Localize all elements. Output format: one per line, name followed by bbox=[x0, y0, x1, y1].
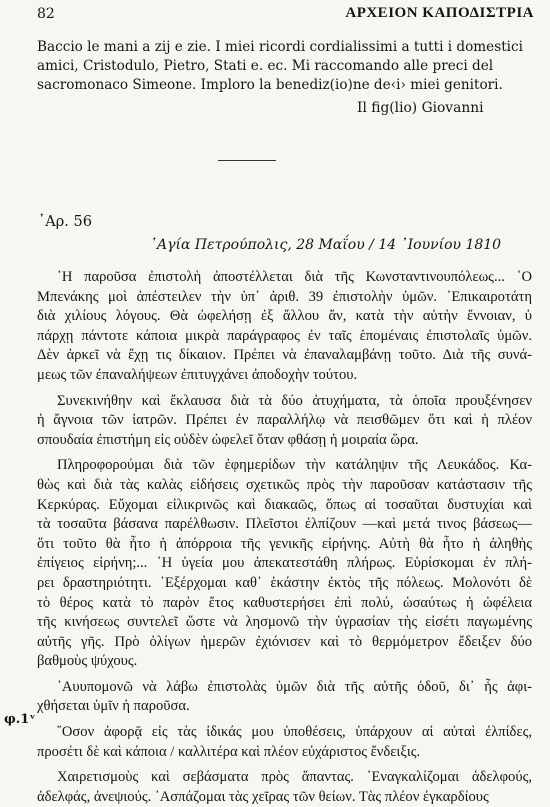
paragraph-line: τῆς κινήσεως συντελεῖ ὥστε νὰ λησμονῶ τὴν ὑγρασίαν τὴς εἰσέτι παγωμένης bbox=[37, 614, 532, 631]
paragraph-line: ἐπίγειος εἰρήνη;... ῾Η ὑγεία μου ἀπεκατεστάθη πλήρως. Εὑρίσκομαι ἐν πλή- bbox=[37, 555, 532, 572]
italian-line: Baccio le mani a zij e zie. I miei ricordi cordialissimi a tutti i domestici bbox=[37, 39, 523, 55]
italian-line: sacromonaco Simeone. Imploro la benediz(io)ne de‹i› miei genitori. bbox=[37, 77, 503, 94]
paragraph-line: ἡ ἄγνοια τῶν ἰατρῶν. Πρέπει ἐν παραλλήλῳ νὰ πεισθῶμεν ὅτι καὶ ἡ πλέον bbox=[37, 412, 532, 429]
paragraph-line: Πληροφορούμαι διὰ τῶν ἐφημερίδων τὴν κατάληψιν τῆς Λευκάδος. Κα- bbox=[57, 457, 532, 474]
paragraph-line: προσέτι δὲ καὶ κάποια / καλλιτέρα καὶ πλέον εὐχάριστος ἔνδειξις. bbox=[37, 743, 421, 760]
paragraph-line: Χαιρετισμοὺς καὶ σεβάσματα πρὸς ἅπαντας. ᾿Εναγκαλίζομαι ἀδελφούς, bbox=[57, 769, 532, 786]
paragraph-line: διὰ χιλίους λόγους. Θὰ ὠφελήσῃ ἐξ ἄλλου ἄν, κατὰ τὴν αὐτὴν ἔννοιαν, ὑ bbox=[37, 308, 532, 325]
paragraph-line: ὅτι τοῦτο θὰ ἦτο ἡ ἀπόρροια τῆς γενικῆς εἰρήνης. Αὐτὴ θὰ ἦτο ἡ ἀληθὴς bbox=[37, 535, 532, 552]
paragraph-line: χθήσεται ὑμῖν ἡ παροῦσα. bbox=[37, 698, 190, 715]
paragraph-line: ᾿Αυυπομονῶ νὰ λάβω ἐπιστολὰς ὑμῶν διὰ τῆς αὐτῆς ὁδοῦ, δι᾿ ἧς ἀφι- bbox=[57, 678, 532, 695]
paragraph-line: μεως τῶν ἐπαναλήψεων ἐπιτυγχάνει ἀποδοχὴν τούτου. bbox=[37, 366, 358, 383]
paragraph-line: τὸ θέρος κατὰ τὸ παρὸν ἔτος καθυστερήσει ἐπὶ πολύ, ὡσαύτως ἡ ὠφέλεια bbox=[37, 594, 532, 611]
italian-line: amici, Cristodulo, Pietro, Stati e. ec. Mi raccomando alle preci del bbox=[37, 58, 494, 75]
paragraph-line: βαθμοὺς ψύχους. bbox=[37, 653, 138, 670]
paragraph-line: Συνεκινήθην καὶ ἔκλαυσα διὰ τὰ δύο ἀτυχήματα, τὰ ὁποῖα προυξένησεν bbox=[57, 392, 532, 409]
paragraph-line: σπουδαία ἐπιστήμη εἰς οὐδὲν ὠφελεῖ ὅταν φθάσῃ ἡ μοιραία ὥρα. bbox=[37, 431, 419, 448]
paragraph-line: Μπενάκης μοὶ ἀπέστειλεν τὴν ὑπ᾿ ἀριθ. 39 ἐπιστολὴν ὑμῶν. ᾿Επικαιροτάτη bbox=[37, 288, 532, 305]
paragraph-line: Δὲν ἀρκεῖ νὰ ἔχῃ τις δίκαιον. Πρέπει νὰ ἐπαναλαμβάνῃ τοῦτο. Διὰ τῆς συνά- bbox=[37, 347, 532, 364]
paragraph-line: τὰ τοσαῦτα βάσανα παρέλθωσιν. Πλεῖστοι ἐλπίζουν —καὶ μετά τινος βάσεως— bbox=[37, 516, 532, 533]
greek-letter-body bbox=[37, 268, 532, 807]
letter-dateline: ῾Αγία Πετρούπολις, 28 Μαΐου / 14 ᾿Ιουνίου 1810 bbox=[150, 237, 502, 253]
paragraph-line: αὐτῆς γῆς. Πρὸ ὀλίγων ἡμερῶν ἐχιόνισεν καὶ τὸ θερμόμετρον ἔδειξεν δύο bbox=[37, 633, 532, 650]
letter-number: ᾿Αρ. 56 bbox=[38, 214, 92, 230]
paragraph-line: ἀδελφάς, ἀνεψιούς. ᾿Ασπάζομαι τὰς χεῖρας τῶν θείων. Τὰς πλέον ἐγκαρδίους bbox=[37, 788, 489, 805]
running-title: ΑΡΧΕΙΟΝ ΚΑΠΟΔΙΣΤΡΙΑ bbox=[345, 5, 534, 21]
paragraph-line: ῞Οσον ἀφορᾷ εἰς τὰς ἰδικάς μου ὑποθέσεις, ὑπάρχουν αἱ αὐταὶ ἐλπίδες, bbox=[57, 724, 532, 741]
paragraph-line: ρει δραστηριότητι. ᾿Εξέρχομαι καθ᾿ ἑκάστην ἐκτὸς τῆς πόλεως. Μολονότι δὲ bbox=[37, 574, 532, 591]
folio-marker: φ.1ᵛ bbox=[4, 712, 36, 727]
paragraph-line: πάρχῃ πάντοτε κάποια μικρὰ παράγραφος ἐν ταῖς ἑπομέναις ἐπιστολαῖς ὑμῶν. bbox=[37, 327, 532, 344]
section-separator bbox=[218, 160, 276, 161]
italian-signature: Il fig(lio) Giovanni bbox=[357, 100, 484, 116]
paragraph-line: θὼς καὶ διὰ τὰς καλὰς εἰδήσεις σχετικῶς πρὸς τὴν παροῦσαν κατάστασιν τῆς bbox=[37, 476, 532, 493]
page-number: 82 bbox=[37, 6, 55, 22]
italian-closing bbox=[37, 38, 532, 96]
paragraph-line: Κερκύρας. Εὔχομαι εἰλικρινῶς καὶ διακαῶς, ὅπως αἱ τοσαῦται δυστυχίαι καὶ bbox=[37, 496, 532, 513]
paragraph-line: ῾Η παροῦσα ἐπιστολὴ ἀποστέλλεται διὰ τῆς Κωνσταντινουπόλεως... ῾Ο bbox=[57, 269, 532, 285]
